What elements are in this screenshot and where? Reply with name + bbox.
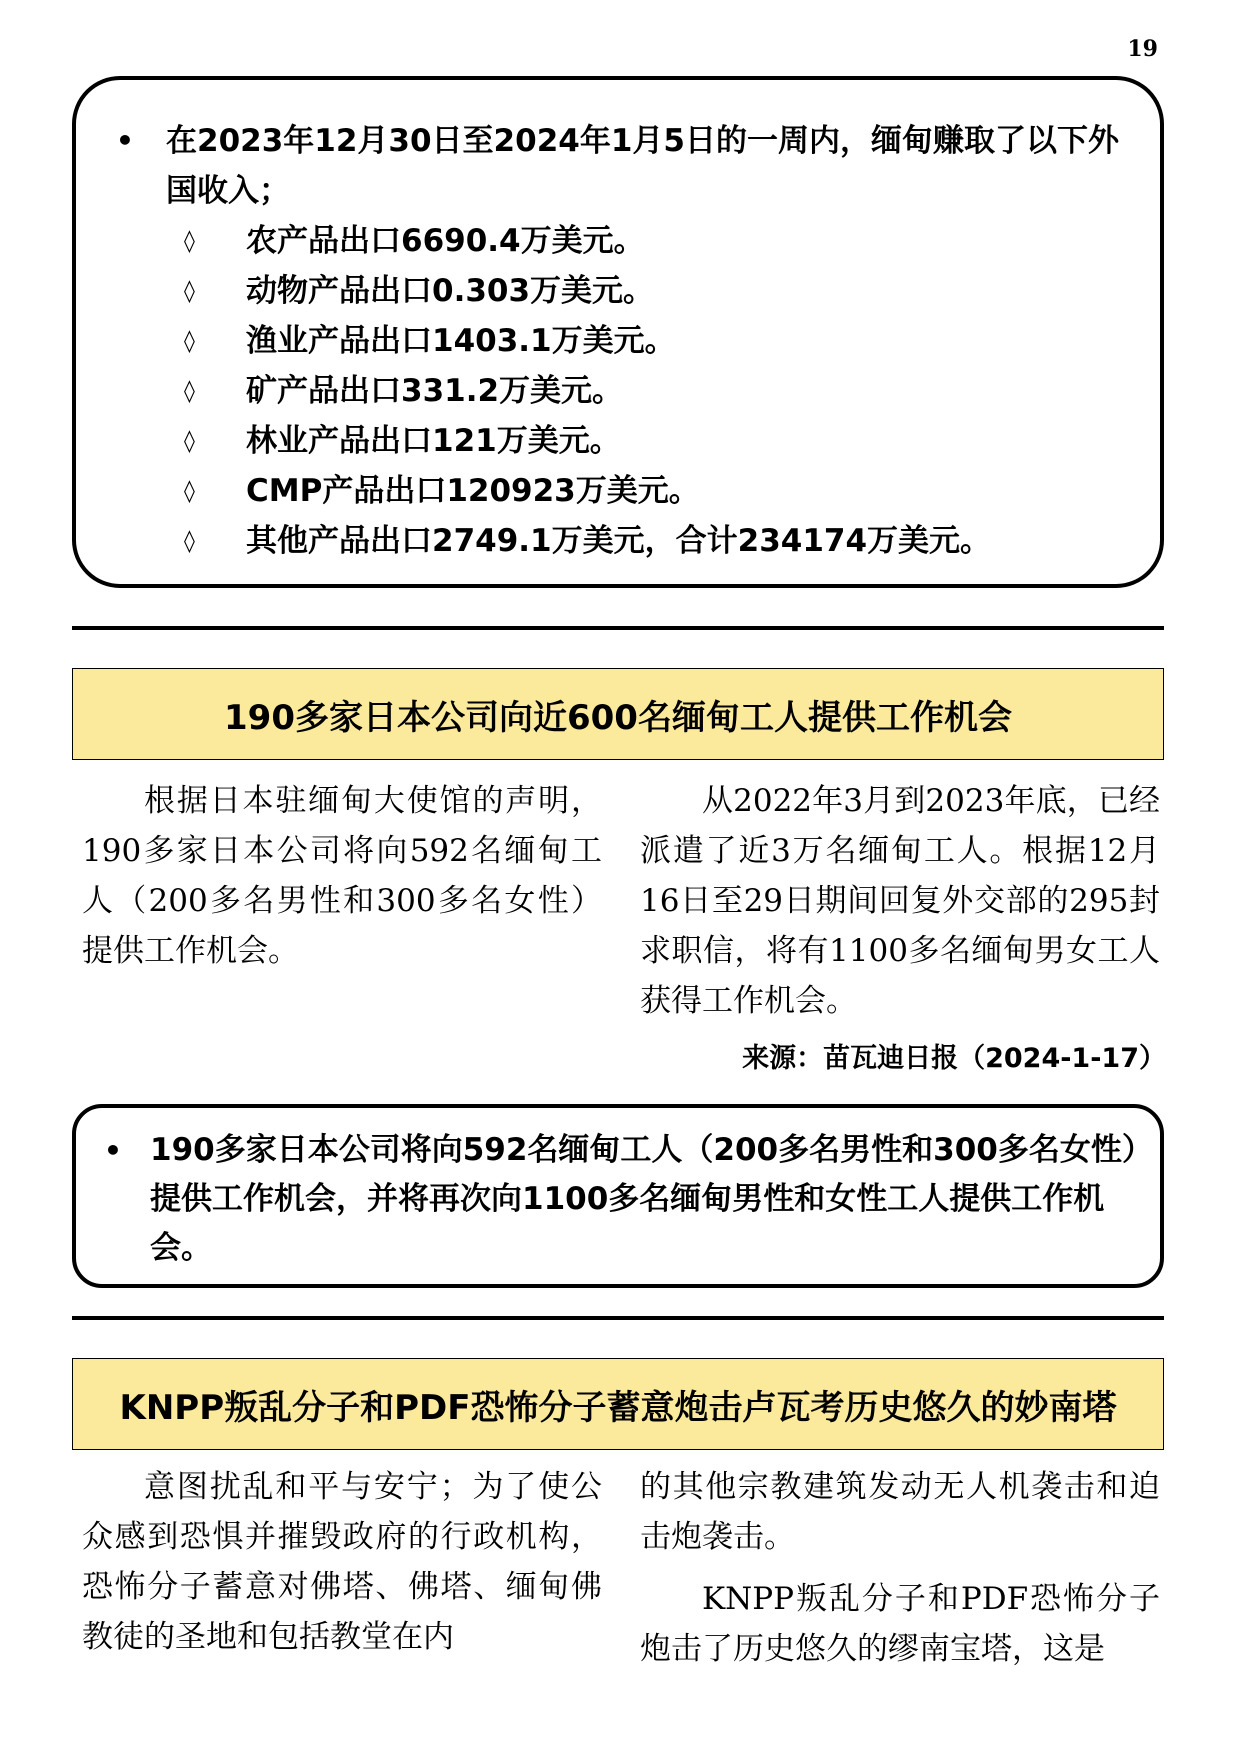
section-divider (72, 626, 1164, 630)
diamond-icon: ◊ (184, 229, 195, 254)
income-list (108, 216, 1130, 566)
bullet-icon: • (104, 1134, 122, 1167)
diamond-icon: ◊ (184, 479, 195, 504)
article-2-left-column (82, 1462, 602, 1662)
article-1-right-column (640, 776, 1160, 1026)
diamond-icon: ◊ (184, 279, 195, 304)
article-1-source: 来源：苗瓦迪日报（2024-1-17） (742, 1043, 1166, 1074)
paragraph: 从2022年3月到2023年底，已经派遣了近3万名缅甸工人。根据12月16日至29日期间回复外交部的295封求职信，将有1100多名缅甸男女工人获得工作机会。 (640, 783, 1160, 1019)
diamond-icon: ◊ (184, 329, 195, 354)
list-item: ◊ 林业产品出口121万美元。 (108, 416, 1130, 466)
article-2-headline: KNPP叛乱分子和PDF恐怖分子蓄意炮击卢瓦考历史悠久的妙南塔 (72, 1358, 1164, 1450)
summary-box-income (72, 76, 1164, 588)
diamond-icon: ◊ (184, 379, 195, 404)
section-divider (72, 1316, 1164, 1320)
summary-jobs (96, 1126, 1140, 1273)
article-2-right-column (640, 1462, 1160, 1674)
list-item: ◊ 农产品出口6690.4万美元。 (108, 216, 1130, 266)
summary-jobs-text: 190多家日本公司将向592名缅甸工人（200多名男性和300多名女性）提供工作机会，并将再次向1100多名缅甸男性和女性工人提供工作机会。 (150, 1132, 1138, 1266)
bullet-icon: • (116, 124, 134, 157)
list-item: ◊ 其他产品出口2749.1万美元，合计234174万美元。 (108, 516, 1130, 566)
paragraph: 的其他宗教建筑发动无人机袭击和迫击炮袭击。 (640, 1469, 1160, 1555)
diamond-icon: ◊ (184, 429, 195, 454)
paragraph: KNPP叛乱分子和PDF恐怖分子炮击了历史悠久的缪南宝塔，这是 (640, 1581, 1160, 1667)
diamond-icon: ◊ (184, 529, 195, 554)
article-1-headline: 190多家日本公司向近600名缅甸工人提供工作机会 (72, 668, 1164, 760)
list-item: ◊ 渔业产品出口1403.1万美元。 (108, 316, 1130, 366)
page-number: 19 (1127, 36, 1158, 62)
article-1-left-column (82, 776, 602, 976)
summary-intro-text: 在2023年12月30日至2024年1月5日的一周内，缅甸赚取了以下外国收入； (166, 123, 1119, 209)
summary-box-jobs (72, 1104, 1164, 1288)
list-item: ◊ 动物产品出口0.303万美元。 (108, 266, 1130, 316)
list-item: ◊ CMP产品出口120923万美元。 (108, 466, 1130, 516)
paragraph: 根据日本驻缅甸大使馆的声明，190多家日本公司将向592名缅甸工人（200多名男性和300多名女性）提供工作机会。 (82, 783, 602, 969)
paragraph: 意图扰乱和平与安宁；为了使公众感到恐惧并摧毁政府的行政机构，恐怖分子蓄意对佛塔、佛塔、缅甸佛教徒的圣地和包括教堂在内 (82, 1469, 602, 1655)
summary-intro (108, 116, 1130, 216)
list-item: ◊ 矿产品出口331.2万美元。 (108, 366, 1130, 416)
